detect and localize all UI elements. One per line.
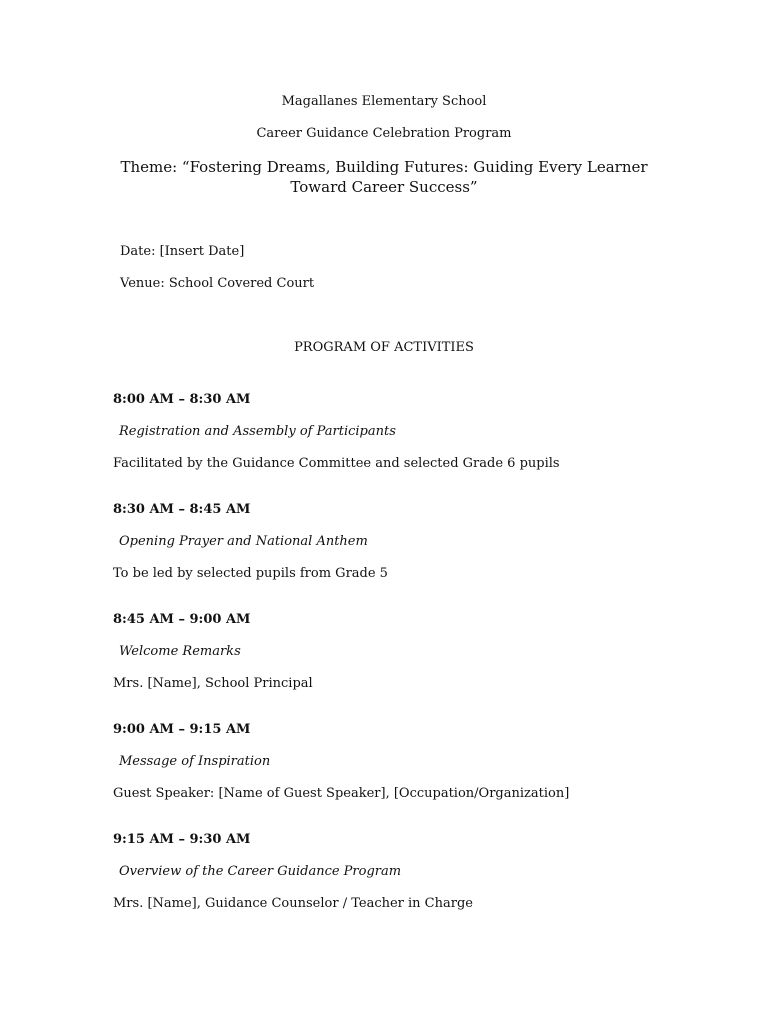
- event-venue: Venue: School Covered Court: [120, 276, 315, 291]
- activity-facilitator: Mrs. [Name], Guidance Counselor / Teacher in Charge: [113, 896, 473, 911]
- time-slot: 9:00 AM – 9:15 AM: [113, 722, 251, 737]
- program-heading: PROGRAM OF ACTIVITIES: [294, 340, 474, 355]
- activity-title: Welcome Remarks: [119, 644, 241, 659]
- time-slot: 8:45 AM – 9:00 AM: [113, 612, 251, 627]
- school-name: Magallanes Elementary School: [281, 94, 487, 109]
- event-date: Date: [Insert Date]: [120, 244, 245, 259]
- time-slot: 8:30 AM – 8:45 AM: [113, 502, 251, 517]
- program-title: Career Guidance Celebration Program: [256, 126, 512, 141]
- activity-facilitator: Facilitated by the Guidance Committee and selected Grade 6 pupils: [113, 456, 560, 471]
- activity-title: Registration and Assembly of Participants: [119, 424, 396, 439]
- time-slot: 9:15 AM – 9:30 AM: [113, 832, 251, 847]
- activity-title: Opening Prayer and National Anthem: [119, 534, 368, 549]
- activity-facilitator: Mrs. [Name], School Principal: [113, 676, 313, 691]
- activity-title: Overview of the Career Guidance Program: [119, 864, 402, 879]
- time-slot: 8:00 AM – 8:30 AM: [113, 392, 251, 407]
- activity-title: Message of Inspiration: [119, 754, 271, 769]
- program-theme: Theme: “Fostering Dreams, Building Futures: Guiding Every Learner Toward Career Success”: [120, 158, 648, 196]
- activity-facilitator: To be led by selected pupils from Grade 5: [113, 566, 388, 581]
- activity-facilitator: Guest Speaker: [Name of Guest Speaker], [Occupation/Organization]: [113, 786, 570, 801]
